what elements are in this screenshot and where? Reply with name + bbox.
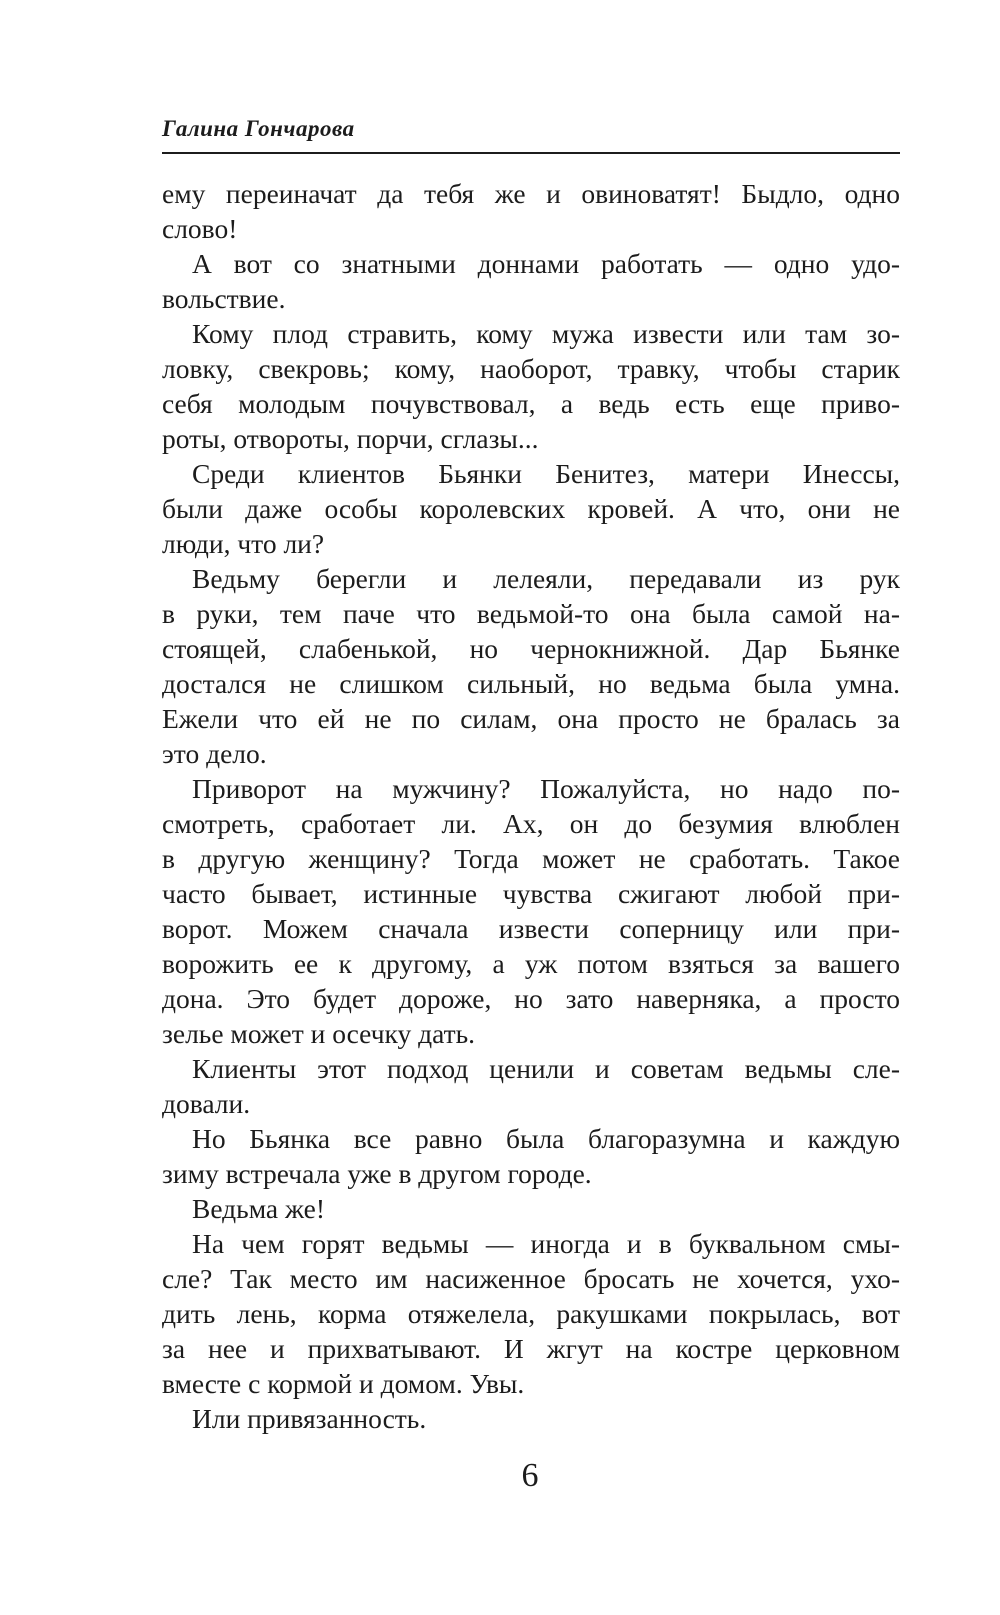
text-line: люди, что ли? [162,528,325,559]
text-line: Но Бьянка все равно была благоразумна и каждую [192,1123,900,1154]
text-line: Или привязанность. [192,1403,427,1434]
text-line: роты, отвороты, порчи, сглазы... [162,423,539,454]
text-line: стоящей, слабенькой, но чернокнижной. Дар Бьянке [162,633,900,664]
page-number: 6 [521,1457,539,1494]
body-text [162,176,900,1436]
text-line: Ведьма же! [192,1193,326,1224]
text-line: зелье может и осечку дать. [162,1018,476,1049]
text-line: Кому плод стравить, кому мужа извести или там зо- [192,318,900,349]
text-line: вольствие. [162,283,286,314]
text-line: смотреть, сработает ли. Ах, он до безумия влюблен [162,808,900,839]
text-line: вместе с кормой и домом. Увы. [162,1368,525,1399]
text-line: слово! [162,213,238,244]
text-line: ловку, свекровь; кому, наоборот, травку, чтобы старик [162,353,900,384]
text-line: дить лень, корма отяжелела, ракушками покрылась, вот [162,1298,900,1329]
running-header [162,112,900,154]
text-line: часто бывает, истинные чувства сжигают любой при- [162,878,900,909]
header-author: Галина Гончарова [162,116,355,141]
text-line: в другую женщину? Тогда может не сработать. Такое [162,843,900,874]
text-line: Среди клиентов Бьянки Бенитез, матери Инессы, [192,458,900,489]
text-line: Ведьму берегли и лелеяли, передавали из рук [192,563,900,594]
text-line: за нее и прихватывают. И жгут на костре церковном [162,1333,900,1364]
text-line: себя молодым почувствовал, а ведь есть еще приво- [162,388,900,419]
text-line: ворожить ее к другому, а уж потом взяться за вашего [162,948,900,979]
text-line: дона. Это будет дороже, но зато наверняка, а просто [162,983,900,1014]
text-line: достался не слишком сильный, но ведьма была умна. [162,668,900,699]
text-line: А вот со знатными доннами работать — одно удо- [192,248,900,279]
text-line: в руки, тем паче что ведьмой-то она была самой на- [162,598,900,629]
text-line: довали. [162,1088,251,1119]
text-line: ему переиначат да тебя же и овиноватят! Быдло, одно [162,178,900,209]
text-line: были даже особы королевских кровей. А что, они не [162,493,900,524]
text-line: сле? Так место им насиженное бросать не хочется, ухо- [162,1263,900,1294]
text-line: Клиенты этот подход ценили и советам ведьмы сле- [192,1053,900,1084]
text-line: На чем горят ведьмы — иногда и в буквальном смы- [192,1228,900,1259]
text-line: это дело. [162,738,267,769]
text-line: Приворот на мужчину? Пожалуйста, но надо по- [192,773,900,804]
text-line: зиму встречала уже в другом городе. [162,1158,592,1189]
text-line: Ежели что ей не по силам, она просто не бралась за [162,703,900,734]
text-line: ворот. Можем сначала извести соперницу или при- [162,913,900,944]
